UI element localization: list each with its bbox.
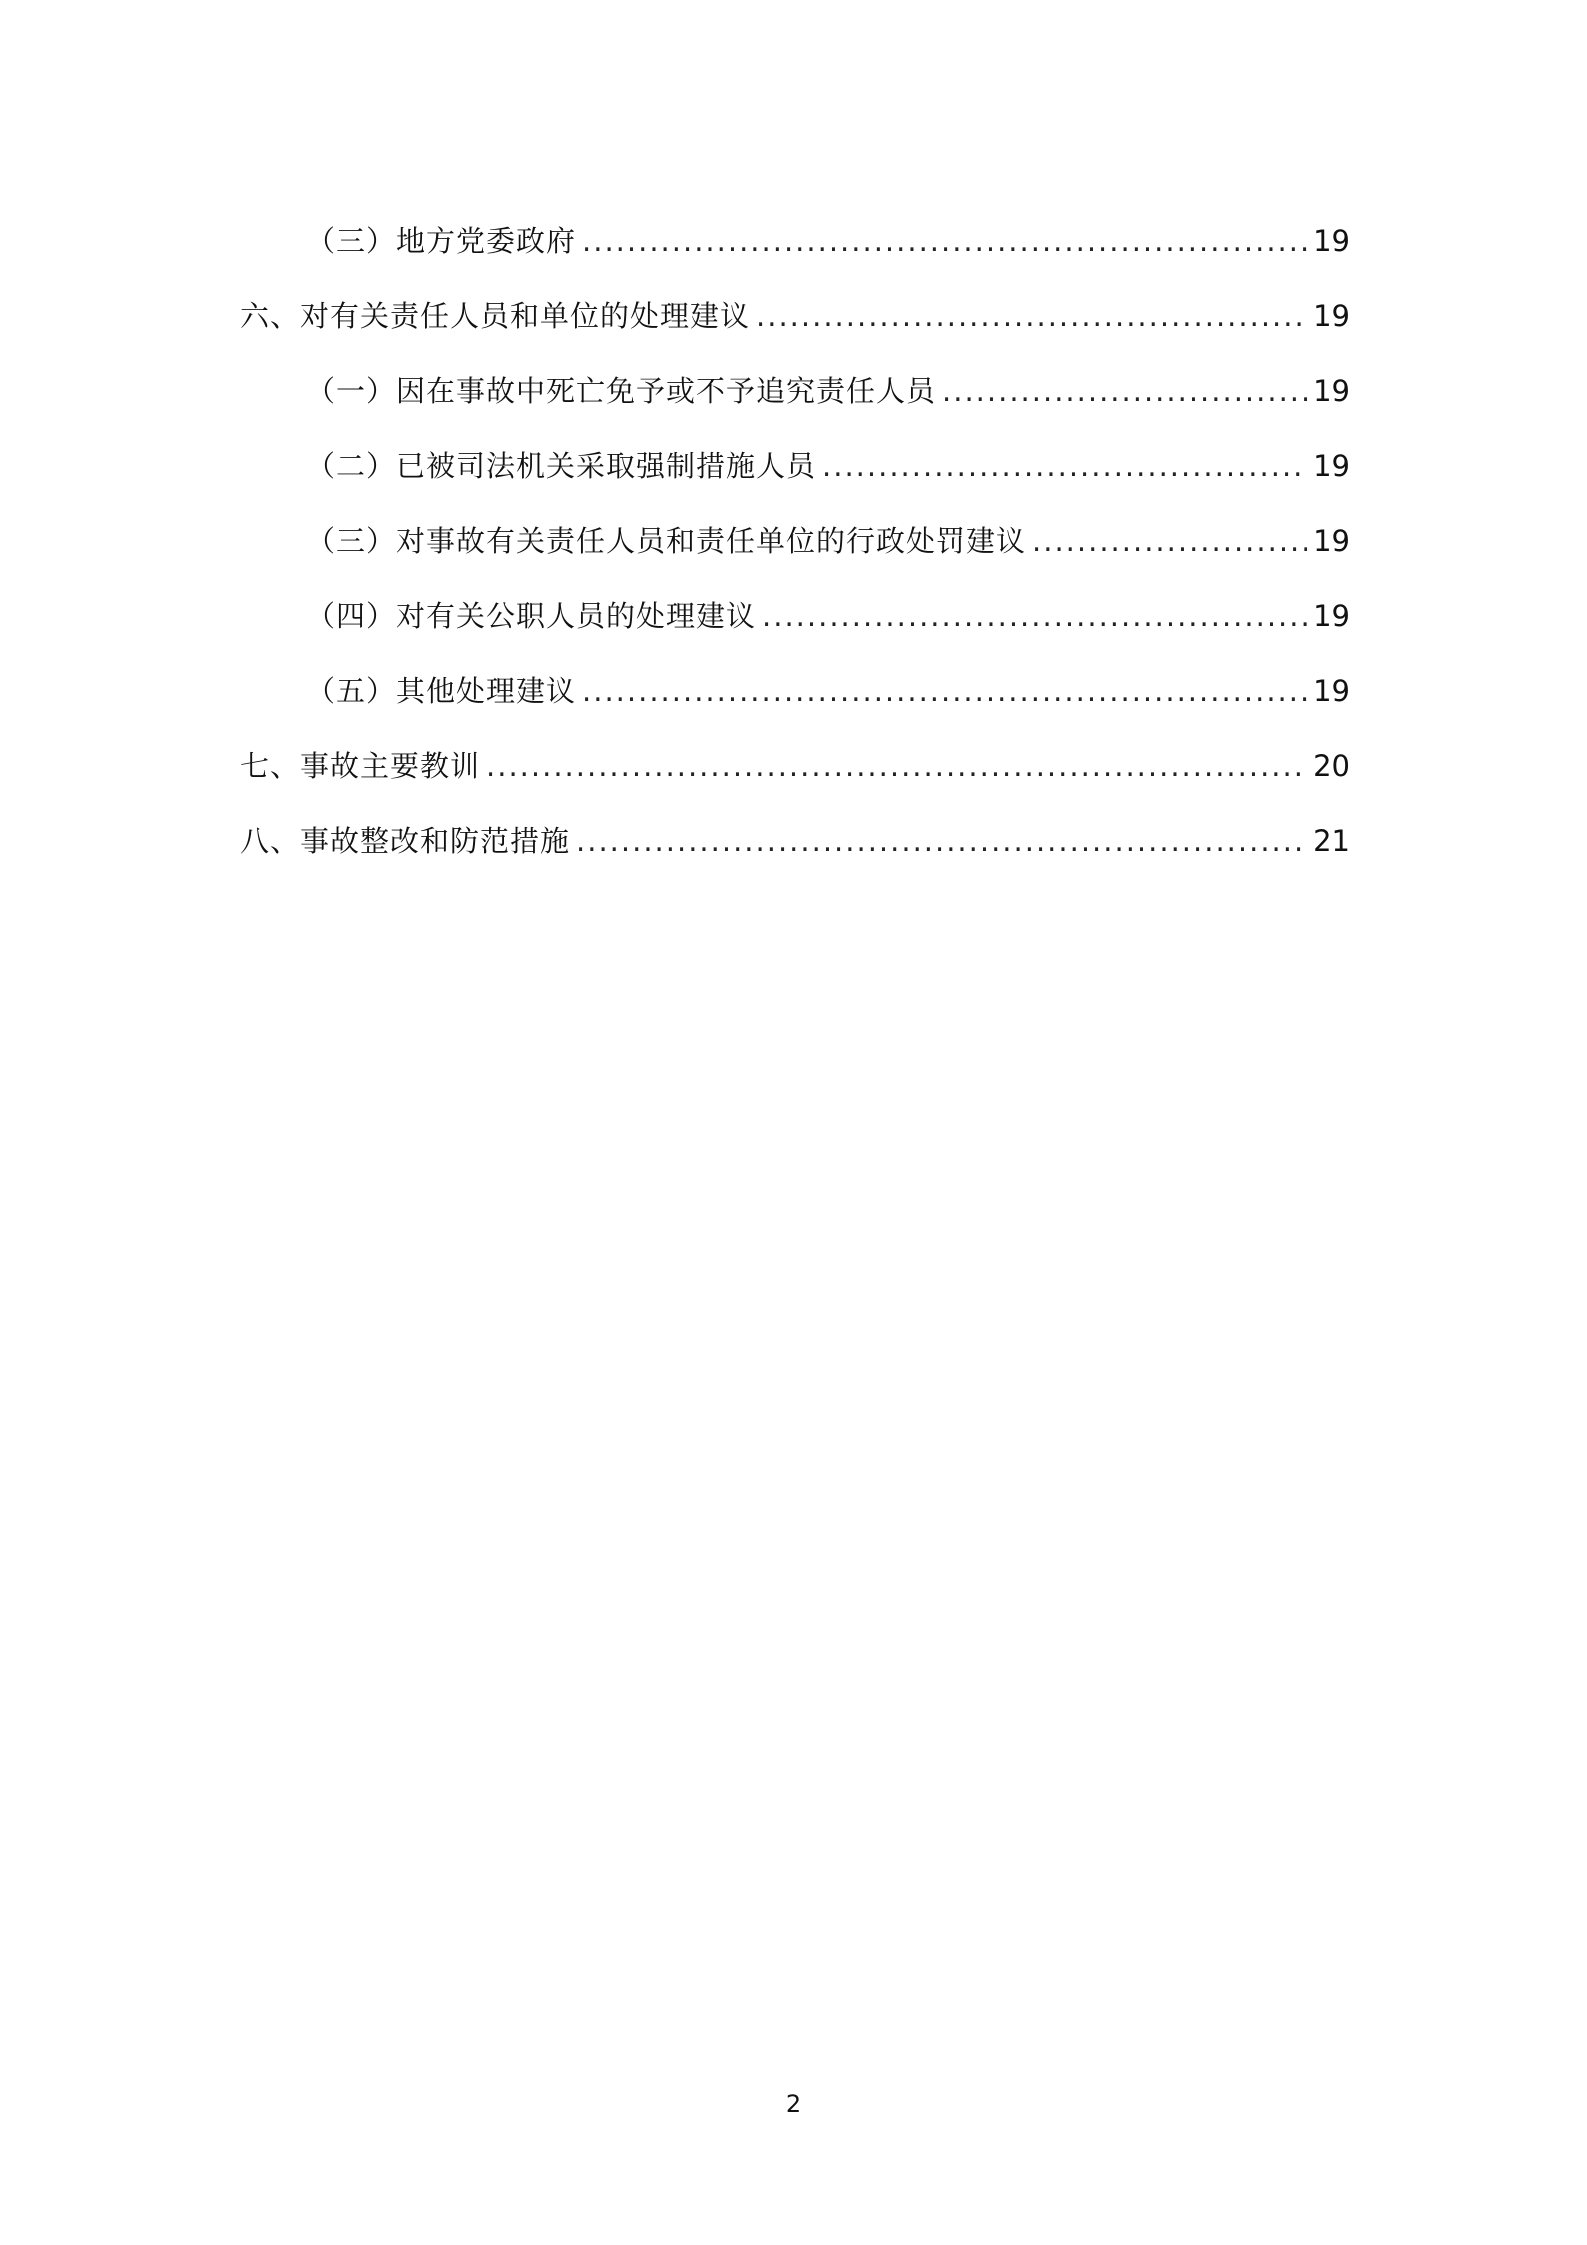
toc-dot-leader [942, 368, 1307, 414]
toc-entry [306, 218, 1350, 264]
toc-entry [306, 443, 1350, 489]
toc-entry-title: （二）已被司法机关采取强制措施人员 [306, 449, 817, 483]
toc-dot-leader [486, 743, 1307, 789]
toc-entry [240, 293, 1350, 339]
toc-entry-page: 19 [1313, 224, 1350, 258]
toc-dot-leader [582, 668, 1307, 714]
toc-dot-leader [576, 818, 1307, 864]
toc-entry [306, 518, 1350, 564]
toc-entry-title: （三）对事故有关责任人员和责任单位的行政处罚建议 [306, 524, 1027, 558]
toc-entry-title: 八、事故整改和防范措施 [240, 824, 571, 858]
toc-entry [240, 818, 1350, 864]
toc-entry-title: （一）因在事故中死亡免予或不予追究责任人员 [306, 374, 937, 408]
toc-entry-page: 19 [1313, 374, 1350, 408]
toc-entry-title: 七、事故主要教训 [240, 749, 481, 783]
toc-entry-title: （五）其他处理建议 [306, 674, 577, 708]
toc-entry-page: 19 [1313, 599, 1350, 633]
toc-entry-page: 20 [1313, 749, 1350, 783]
toc-entry-title: 六、对有关责任人员和单位的处理建议 [240, 299, 751, 333]
toc-entry-title: （三）地方党委政府 [306, 224, 577, 258]
toc-dot-leader [822, 443, 1307, 489]
toc-entry [306, 668, 1350, 714]
toc-dot-leader [582, 218, 1307, 264]
toc-entry-title: （四）对有关公职人员的处理建议 [306, 599, 757, 633]
toc-dot-leader [762, 593, 1307, 639]
page-number: 2 [785, 2090, 802, 2118]
toc-entry [306, 593, 1350, 639]
toc-entry-page: 19 [1313, 299, 1350, 333]
toc-entry-page: 21 [1313, 824, 1350, 858]
toc-entry-page: 19 [1313, 674, 1350, 708]
toc-dot-leader [756, 293, 1307, 339]
toc-entry-page: 19 [1313, 524, 1350, 558]
toc-dot-leader [1032, 518, 1307, 564]
toc-entry [240, 743, 1350, 789]
toc-entry-page: 19 [1313, 449, 1350, 483]
toc-entry [306, 368, 1350, 414]
